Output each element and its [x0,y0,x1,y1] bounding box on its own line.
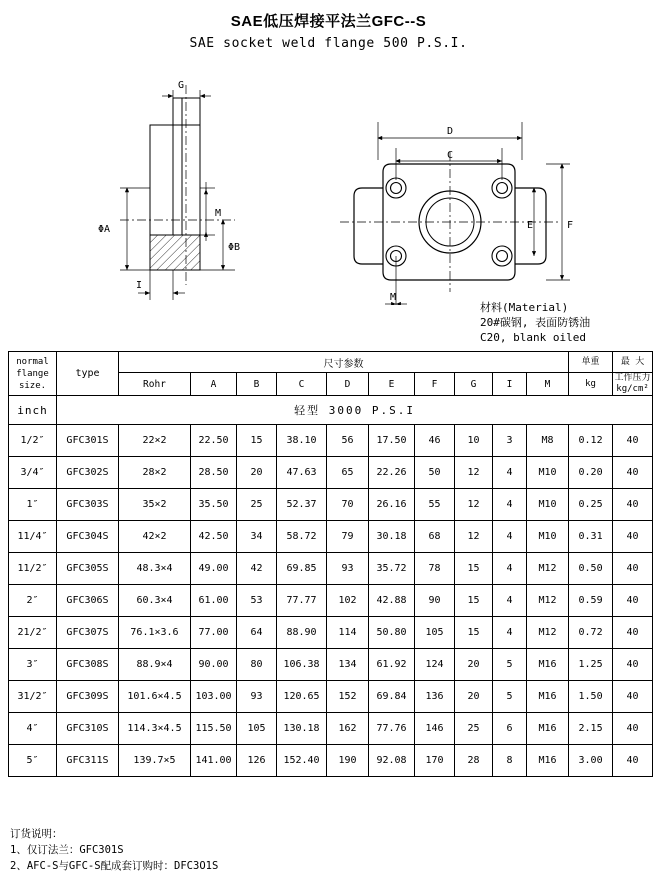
cell-i: 4 [493,457,527,489]
cell-b: 25 [237,489,277,521]
th-rohr: Rohr [119,373,191,396]
cell-g: 12 [455,489,493,521]
cell-max: 40 [613,585,653,617]
th-weight-unit: kg [569,373,613,396]
cell-d: 114 [327,617,369,649]
cell-max: 40 [613,745,653,777]
cell-type: GFC307S [57,617,119,649]
note-line-2: 2、AFC-S与GFC-S配成套订购时：DFC3O1S [10,860,219,872]
cell-type: GFC308S [57,649,119,681]
table-row [9,617,653,649]
cell-m: M12 [527,553,569,585]
cell-kg: 0.59 [569,585,613,617]
cell-max: 40 [613,553,653,585]
cell-i: 8 [493,745,527,777]
cell-m: M16 [527,681,569,713]
cell-a: 103.00 [191,681,237,713]
cell-e: 92.08 [369,745,415,777]
cell-g: 15 [455,617,493,649]
cell-m: M16 [527,649,569,681]
cell-d: 65 [327,457,369,489]
cell-max: 40 [613,489,653,521]
cell-kg: 0.31 [569,521,613,553]
cell-d: 56 [327,425,369,457]
cell-f: 50 [415,457,455,489]
cell-size: 31/2″ [9,681,57,713]
cell-i: 6 [493,713,527,745]
cell-g: 20 [455,681,493,713]
cell-type: GFC310S [57,713,119,745]
cell-size: 1″ [9,489,57,521]
cell-size: 11/2″ [9,553,57,585]
cell-kg: 0.12 [569,425,613,457]
cell-a: 77.00 [191,617,237,649]
cell-g: 10 [455,425,493,457]
cell-e: 35.72 [369,553,415,585]
cell-c: 120.65 [277,681,327,713]
th-g: G [455,373,493,396]
cell-c: 88.90 [277,617,327,649]
cell-d: 152 [327,681,369,713]
cell-g: 20 [455,649,493,681]
spec-table [8,351,653,777]
cell-size: 1/2″ [9,425,57,457]
cell-c: 69.85 [277,553,327,585]
th-b: B [237,373,277,396]
cell-rohr: 22×2 [119,425,191,457]
spec-table-wrap [8,351,649,777]
cell-a: 35.50 [191,489,237,521]
th-weight-label: 单重 [581,356,600,367]
th-light-type: 轻型 3000 P.S.I [57,396,653,425]
th-normal-flange-size: normal flange size. [9,352,57,396]
title-english: SAE socket weld flange 500 P.S.I. [189,36,468,51]
cell-size: 5″ [9,745,57,777]
cell-i: 4 [493,521,527,553]
cell-g: 12 [455,457,493,489]
cell-rohr: 88.9×4 [119,649,191,681]
note-line-1: 1、仅订法兰：GFC301S [10,844,124,856]
cell-i: 4 [493,585,527,617]
th-d: D [327,373,369,396]
material-line-2: 20#碳钢, 表面防锈油 [480,316,591,329]
label-m-left: M [215,208,222,219]
cell-e: 22.26 [369,457,415,489]
cell-kg: 0.25 [569,489,613,521]
table-row [9,713,653,745]
cell-f: 68 [415,521,455,553]
label-e: E [527,220,534,231]
label-g: G [177,80,185,91]
cell-d: 70 [327,489,369,521]
th-e: E [369,373,415,396]
cell-e: 42.88 [369,585,415,617]
label-phi-b: ΦB [228,242,241,253]
label-c: C [446,150,454,161]
cell-g: 28 [455,745,493,777]
cell-g: 12 [455,521,493,553]
cell-g: 15 [455,553,493,585]
cell-type: GFC309S [57,681,119,713]
cell-b: 15 [237,425,277,457]
cell-e: 30.18 [369,521,415,553]
cell-m: M16 [527,745,569,777]
th-m: M [527,373,569,396]
cell-f: 105 [415,617,455,649]
cell-kg: 1.25 [569,649,613,681]
cell-i: 3 [493,425,527,457]
cell-i: 4 [493,553,527,585]
cell-kg: 0.72 [569,617,613,649]
note-heading: 订货说明： [10,828,63,840]
cell-max: 40 [613,457,653,489]
th-max-pressure-label: 最 大 [620,356,645,367]
cell-f: 55 [415,489,455,521]
cell-kg: 0.20 [569,457,613,489]
cell-kg: 0.50 [569,553,613,585]
cell-max: 40 [613,681,653,713]
label-m-right: M [390,292,397,303]
cell-a: 28.50 [191,457,237,489]
cell-rohr: 48.3×4 [119,553,191,585]
table-row [9,745,653,777]
cell-f: 78 [415,553,455,585]
cell-d: 102 [327,585,369,617]
table-row [9,585,653,617]
table-row [9,521,653,553]
cell-size: 4″ [9,713,57,745]
cell-size: 2″ [9,585,57,617]
cell-c: 38.10 [277,425,327,457]
cell-m: M12 [527,585,569,617]
cell-b: 53 [237,585,277,617]
th-a: A [191,373,237,396]
technical-drawings [10,60,647,305]
cell-f: 46 [415,425,455,457]
label-i: I [136,280,143,291]
cell-type: GFC303S [57,489,119,521]
th-type: type [57,352,119,396]
cell-b: 34 [237,521,277,553]
cell-f: 90 [415,585,455,617]
cell-a: 61.00 [191,585,237,617]
label-d: D [446,126,454,137]
cell-i: 4 [493,489,527,521]
cell-c: 77.77 [277,585,327,617]
th-dimension-group: 尺寸参数 [119,352,569,373]
cell-c: 47.63 [277,457,327,489]
cell-b: 42 [237,553,277,585]
cell-b: 126 [237,745,277,777]
cell-g: 25 [455,713,493,745]
th-c: C [277,373,327,396]
cell-c: 152.40 [277,745,327,777]
cell-f: 170 [415,745,455,777]
cell-i: 4 [493,617,527,649]
cell-c: 58.72 [277,521,327,553]
cell-e: 26.16 [369,489,415,521]
cell-d: 134 [327,649,369,681]
cell-m: M8 [527,425,569,457]
cell-m: M16 [527,713,569,745]
drawing-svg [10,60,647,305]
cell-type: GFC301S [57,425,119,457]
cell-type: GFC306S [57,585,119,617]
title-chinese: SAE低压焊接平法兰GFC--S [230,13,427,30]
table-row [9,553,653,585]
th-max-pressure [613,352,653,373]
cell-rohr: 28×2 [119,457,191,489]
cell-rohr: 76.1×3.6 [119,617,191,649]
cell-e: 77.76 [369,713,415,745]
cell-b: 20 [237,457,277,489]
th-max-pressure-l2: 工作压力 [614,373,651,383]
cell-m: M10 [527,521,569,553]
cell-rohr: 35×2 [119,489,191,521]
cell-a: 115.50 [191,713,237,745]
material-line-1: 材料(Material) [480,301,569,314]
table-row [9,457,653,489]
material-note [480,300,590,345]
cell-c: 130.18 [277,713,327,745]
th-i: I [493,373,527,396]
cell-a: 141.00 [191,745,237,777]
th-f: F [415,373,455,396]
table-row [9,649,653,681]
cell-b: 105 [237,713,277,745]
cell-e: 50.80 [369,617,415,649]
cell-kg: 3.00 [569,745,613,777]
cell-d: 93 [327,553,369,585]
cell-c: 52.37 [277,489,327,521]
spec-table-body [9,425,653,777]
cell-e: 61.92 [369,649,415,681]
cell-type: GFC305S [57,553,119,585]
cell-f: 124 [415,649,455,681]
page-title [10,0,647,54]
cell-size: 3/4″ [9,457,57,489]
cell-b: 80 [237,649,277,681]
cell-i: 5 [493,681,527,713]
cell-b: 64 [237,617,277,649]
cell-d: 162 [327,713,369,745]
cell-m: M10 [527,457,569,489]
table-row [9,425,653,457]
cell-e: 69.84 [369,681,415,713]
cell-f: 136 [415,681,455,713]
th-max-pressure-sub [613,373,653,396]
cell-type: GFC302S [57,457,119,489]
cell-g: 15 [455,585,493,617]
cell-f: 146 [415,713,455,745]
cell-max: 40 [613,425,653,457]
cell-rohr: 114.3×4.5 [119,713,191,745]
th-max-pressure-unit: kg/cm² [616,384,649,394]
material-line-3: C20, blank oiled [480,331,586,344]
cell-type: GFC304S [57,521,119,553]
cell-a: 42.50 [191,521,237,553]
th-inch: inch [9,396,57,425]
cell-rohr: 42×2 [119,521,191,553]
cell-d: 79 [327,521,369,553]
cell-max: 40 [613,617,653,649]
cell-max: 40 [613,649,653,681]
cell-m: M10 [527,489,569,521]
cell-a: 22.50 [191,425,237,457]
cell-rohr: 101.6×4.5 [119,681,191,713]
cell-a: 90.00 [191,649,237,681]
table-row [9,489,653,521]
cell-size: 3″ [9,649,57,681]
cell-rohr: 60.3×4 [119,585,191,617]
cell-c: 106.38 [277,649,327,681]
cell-a: 49.00 [191,553,237,585]
cell-e: 17.50 [369,425,415,457]
table-row [9,681,653,713]
cell-kg: 1.50 [569,681,613,713]
ordering-notes [10,826,218,874]
cell-rohr: 139.7×5 [119,745,191,777]
cell-d: 190 [327,745,369,777]
cell-b: 93 [237,681,277,713]
cell-size: 11/4″ [9,521,57,553]
cell-kg: 2.15 [569,713,613,745]
cell-max: 40 [613,713,653,745]
cell-i: 5 [493,649,527,681]
cell-m: M12 [527,617,569,649]
cell-type: GFC311S [57,745,119,777]
cell-max: 40 [613,521,653,553]
cell-size: 21/2″ [9,617,57,649]
th-weight [569,352,613,373]
label-f: F [567,220,574,231]
label-phi-a: ΦA [98,224,111,235]
